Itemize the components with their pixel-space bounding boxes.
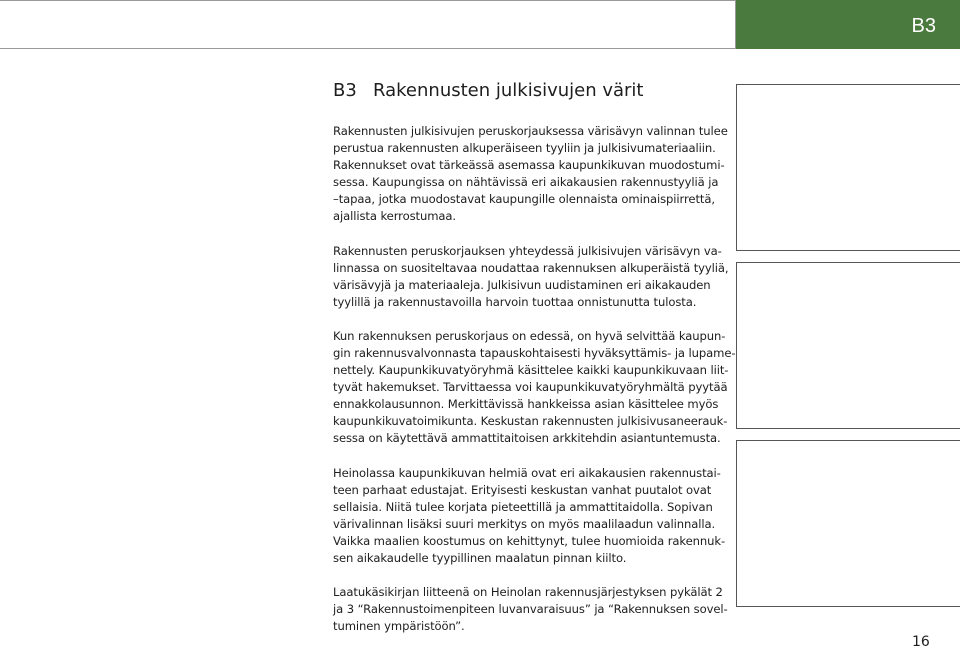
image-frame-3 xyxy=(736,440,960,607)
paragraph-line: sessa. Kaupungissa on nähtävissä eri aikakausien rakennustyyliä ja xyxy=(333,175,719,189)
paragraph xyxy=(333,584,728,635)
paragraph-line: värivalinnan lisäksi suuri merkitys on myös maalilaadun valinnalla. xyxy=(333,516,716,531)
paragraph-line: Rakennusten julkisivujen peruskorjauksessa värisävyn valinnan tulee xyxy=(333,124,728,138)
paragraph-line: ennakkolausunnon. Merkittävissä hankkeissa asian käsittelee myös xyxy=(333,397,719,411)
paragraph-line: ajallista kerrostumaa. xyxy=(333,209,456,223)
paragraph-line: Laatukäsikirjan liitteenä on Heinolan rakennusjärjestyksen pykälät 2 xyxy=(333,585,723,599)
section-title: Rakennusten julkisivujen värit xyxy=(373,80,644,101)
paragraph-line: –tapaa, jotka muodostavat kaupungille olennaista ominaispiirrettä, xyxy=(333,192,715,206)
section-tab xyxy=(736,0,960,49)
paragraph-line: teen parhaat edustajat. Erityisesti keskustan vanhat puutalot ovat xyxy=(333,482,712,497)
paragraph-line: Vaikka maalien koostumus on kehittynyt, tulee huomioida rakennuk- xyxy=(333,533,726,548)
paragraph-line: nettely. Kaupunkikuvatyöryhmä käsittelee kaikki kaupunkikuvaan liit- xyxy=(333,363,729,377)
paragraph-line: ja 3 “Rakennustoimenpiteen luvanvaraisuus” ja “Rakennuksen sovel- xyxy=(333,602,728,616)
paragraph-line: sessa on käytettävä ammattitaitoisen arkkitehdin asiantuntemusta. xyxy=(333,431,721,445)
image-frame-1 xyxy=(736,84,960,251)
header-bar xyxy=(0,0,736,49)
paragraph-line: Rakennukset ovat tärkeässä asemassa kaupunkikuvan muodostumi- xyxy=(333,158,725,172)
section-tab-label: B3 xyxy=(911,15,936,37)
paragraph-line: perustua rakennusten alkuperäiseen tyyliin ja julkisivumateriaaliin. xyxy=(333,141,716,155)
paragraph xyxy=(333,328,736,447)
paragraph xyxy=(333,123,728,225)
paragraph-line: värisävyjä ja materiaaleja. Julkisivun uudistaminen eri aikakauden xyxy=(333,277,711,292)
paragraph-line: tuminen ympäristöön”. xyxy=(333,619,465,633)
paragraph-line: kaupunkikuvatoimikunta. Keskustan rakennusten julkisivusaneerauk- xyxy=(333,414,728,428)
section-number: B3 xyxy=(333,80,357,101)
paragraph-line: tyylillä ja rakennustavoilla harvoin tuottaa onnistunutta tulosta. xyxy=(333,294,697,309)
page-number: 16 xyxy=(912,634,930,650)
paragraph-line: sen aikakaudelle tyypillinen maalatun pinnan kiilto. xyxy=(333,550,627,565)
page-title xyxy=(333,80,718,102)
paragraph xyxy=(333,243,729,311)
paragraph-line: Rakennusten peruskorjauksen yhteydessä julkisivujen värisävyn va- xyxy=(333,243,722,258)
paragraph xyxy=(333,465,726,567)
paragraph-line: gin rakennusvalvonnasta tapauskohtaisesti hyväksyttämis- ja lupame- xyxy=(333,346,736,360)
paragraph-line: sellaisia. Niitä tulee korjata pieteettillä ja ammattitaidolla. Sopivan xyxy=(333,499,713,514)
paragraph-line: Heinolassa kaupunkikuvan helmiä ovat eri aikakausien rakennustai- xyxy=(333,465,721,480)
image-frame-2 xyxy=(736,262,960,429)
main-content xyxy=(333,80,736,653)
paragraph-line: tyvät hakemukset. Tarvittaessa voi kaupunkikuvatyöryhmältä pyytää xyxy=(333,380,728,394)
paragraph-line: linnassa on suositeltavaa noudattaa rakennuksen alkuperäistä tyyliä, xyxy=(333,260,729,275)
paragraph-line: Kun rakennuksen peruskorjaus on edessä, on hyvä selvittää kaupun- xyxy=(333,329,726,343)
